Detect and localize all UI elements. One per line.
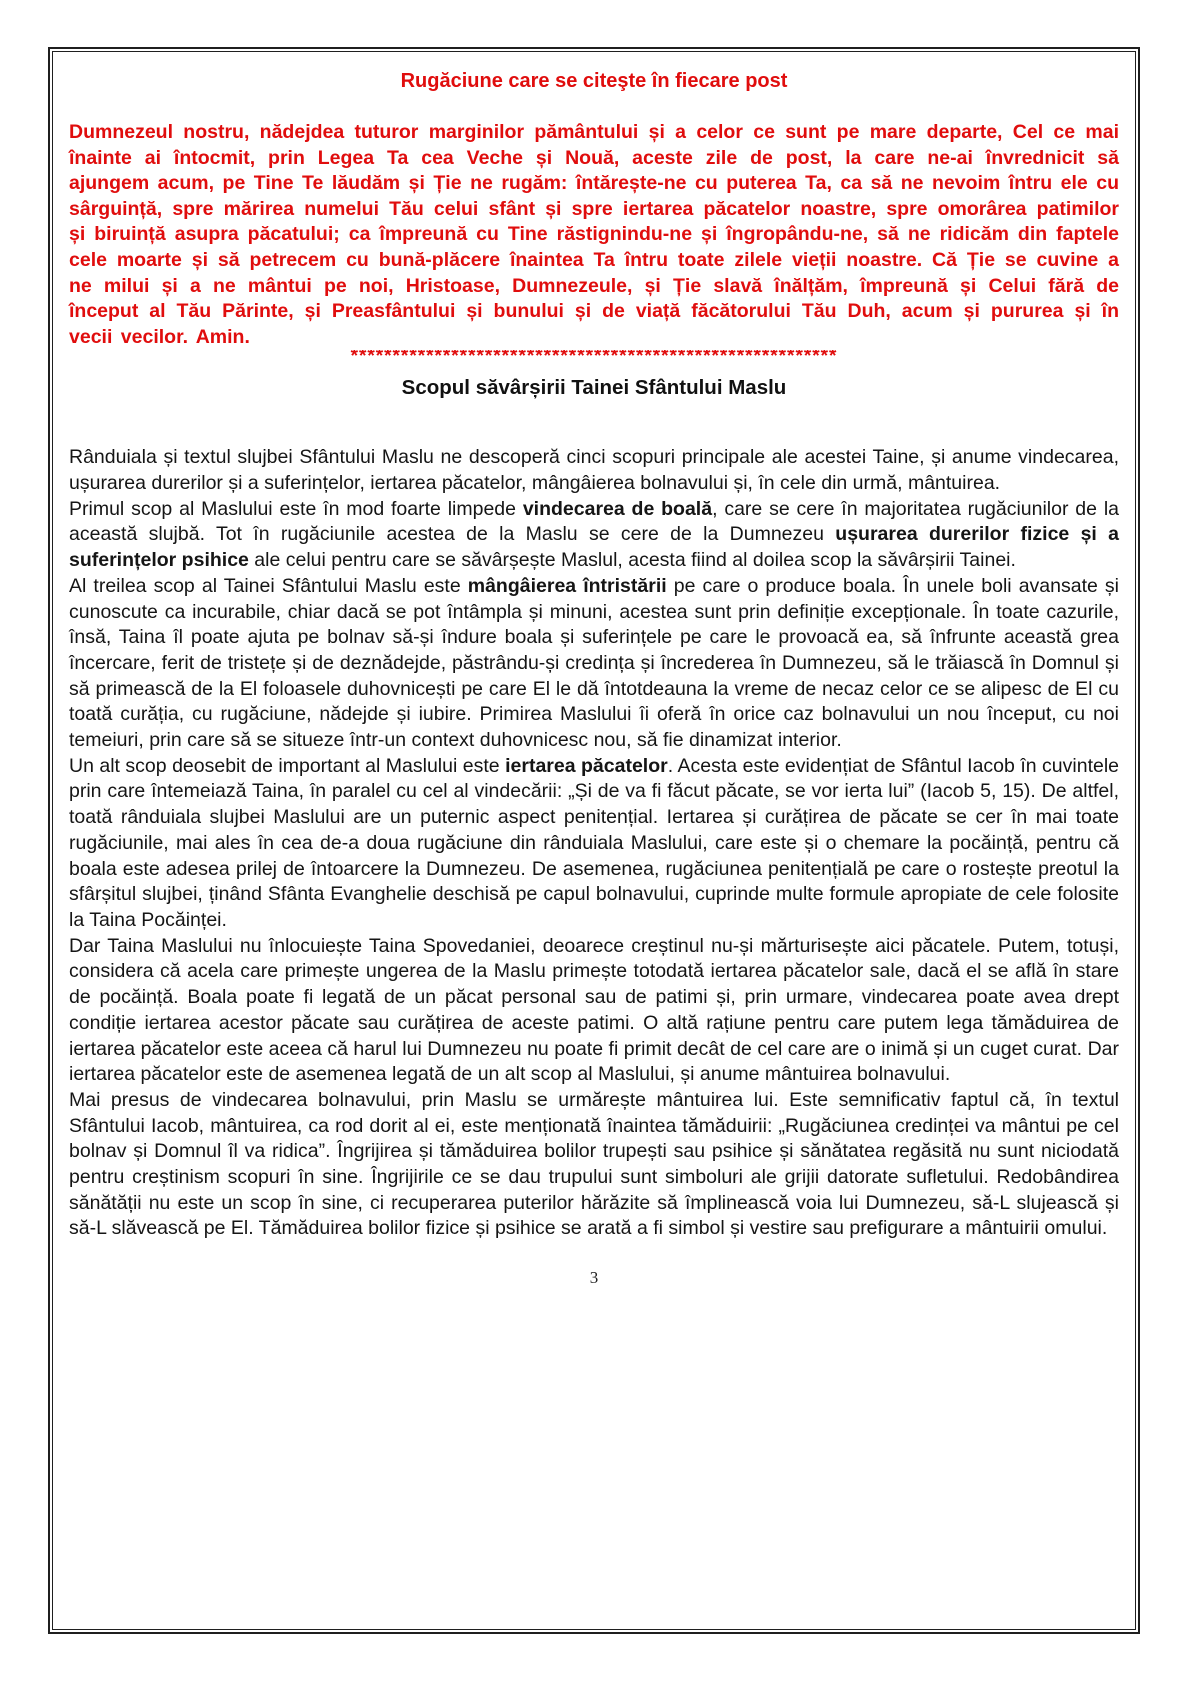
text-segment: Rânduiala și textul slujbei Sfântului Maslu ne descoperă cinci scopuri principale ale acestei Taine, și anume vindecarea, ușurarea durerilor și a suferințelor, iertarea păcatelor, mângâierea bolnavului și, în cele din urmă, mântuirea. bbox=[69, 446, 1119, 495]
text-segment: ale celui pentru care se săvârșește Maslul, acesta fiind al doilea scop la săvârșirii Tainei. bbox=[248, 549, 1016, 572]
text-segment-bold: mângâierea întristării bbox=[467, 574, 667, 597]
paragraph-third-scope bbox=[69, 574, 1119, 754]
text-segment: Al treilea scop al Tainei Sfântului Maslu este bbox=[69, 574, 468, 597]
paragraph-salvation bbox=[69, 1088, 1119, 1242]
text-segment: . Acesta este evidențiat de Sfântul Iacob în cuvintele prin care întemeiază Taina, în paralel cu cel al vindecării: „Și de va fi făcut păcate, se vor ierta lui” (Iacob 5, 15). De altfel, toată rânduiala slujbei Maslului are un puternic aspect penitențial. Iertarea și curățirea de păcate se cer în mai toate rugăciunile, mai ales în cea de-a doua rugăciune din rânduiala Maslului, care este și o chemare la pocăință, pentru că boala este adesea prilej de întoarcere la Dumnezeu. De asemenea, rugăciunea penitențială pe care o rostește preotul la sfârșitul slujbei, ținând Sfânta Evanghelie deschisă pe capul bolnavului, cuprinde multe formule apropiate de cele folosite la Taina Pocăinței. bbox=[69, 754, 1120, 931]
body-text bbox=[69, 445, 1119, 1242]
text-segment: , care se cere în majoritatea rugăciunilor de la această slujbă. Tot în rugăciunile acestea de la Maslu se cere de la Dumnezeu bbox=[69, 497, 1119, 546]
section-heading: Scopul săvârșirii Tainei Sfântului Maslu bbox=[401, 376, 787, 400]
page-border bbox=[48, 47, 1140, 1634]
page-number: 3 bbox=[589, 1268, 599, 1288]
text-segment: Un alt scop deosebit de important al Maslului este bbox=[69, 754, 506, 777]
text-segment: Primul scop al Maslului este în mod foarte limpede bbox=[69, 497, 523, 520]
prayer-paragraph: Dumnezeul nostru, nădejdea tuturor marginilor pământului și a celor ce sunt pe mare departe, Cel ce mai înainte ai întocmit, prin Legea Ta cea Veche și Nouă, aceste zile de post, la care ne-ai învrednicit să ajungem acum, pe Tine Te lăudăm și Ție ne rugăm: întărește-ne cu puterea Ta, ca să ne nevoim întru ele cu sârguință, spre mărirea numelui Tău celui sfânt și spre iertarea păcatelor noastre, spre omorârea patimilor și biruință asupra păcatului; ca împreună cu Tine răstignindu-ne și îngropându-ne, să ne ridicăm din faptele cele moarte și să petrecem cu bună-plăcere înaintea Ta întru toate zilele vieții noastre. Că Ție se cuvine a ne milui și a ne mântui pe noi, Hristoase, Dumnezeule, și Ție slavă înălțăm, împreună și Celui fără de început al Tău Părinte, și Preasfântului și bunului și de viață făcătorului Tău Duh, acum și pururea și în vecii vecilor. Amin. bbox=[69, 121, 1119, 348]
text-segment-bold: ușurarea durerilor fizice și a suferințelor psihice bbox=[69, 523, 1120, 572]
page-title: Rugăciune care se citeşte în fiecare post bbox=[400, 70, 788, 92]
text-segment: Dar Taina Maslului nu înlocuiește Taina Spovedaniei, deoarece creștinul nu-și mărturisește aici păcatele. Putem, totuși, considera că acela care primește ungerea de la Maslu primește totodată iertarea păcatelor sale, dacă el se află în stare de pocăință. Boala poate fi legată de un păcat personal sau de patimi și, prin urmare, vindecarea poate avea drept condiție iertarea acestor păcate sau curățirea de aceste patimi. O altă rațiune pentru care putem lega tămăduirea de iertarea păcatelor este aceea că harul lui Dumnezeu nu poate fi primit decât de cel care are o inimă și un cuget curat. Dar iertarea păcatelor este de asemenea legată de un alt scop al Maslului, și anume mântuirea bolnavului. bbox=[69, 934, 1119, 1086]
text-segment-bold: iertarea păcatelor bbox=[505, 754, 668, 777]
page-border-inner bbox=[52, 51, 1136, 1630]
text-segment: pe care o produce boala. În unele boli avansate și cunoscute ca incurabile, chiar dacă se pot întâmpla și minuni, acestea sunt prin definiție excepționale. În toate cazurile, însă, Taina îl poate ajuta pe bolnav să-și îndure boala și suferințele pe care le provoacă ea, să înfrunte această grea încercare, ferit de tristețe și de deznădejde, păstrându-și credința și încrederea în Dumnezeu, să le trăiască în Domnul și să primească de la El foloasele duhovnicești pe care El le dă întotdeauna la vreme de necaz celor ce se alipesc de El cu toată curăția, cu rugăciune, nădejde și iubire. Primirea Maslului îi oferă în orice caz bolnavului un nou început, cu noi temeiuri, prin care să se situeze într-un context duhovnicesc nou, să fie dinamizat interior. bbox=[69, 574, 1119, 752]
paragraph-forgiveness-scope bbox=[69, 754, 1119, 934]
text-segment-bold: vindecarea de boală bbox=[522, 497, 713, 520]
paragraph-confession bbox=[69, 934, 1119, 1088]
text-segment: Mai presus de vindecarea bolnavului, prin Maslu se urmărește mântuirea lui. Este semnificativ faptul că, în textul Sfântului Iacob, mântuirea, ca rod dorit al ei, este menționată înaintea tămăduirii: „Rugăciunea credinței va mântui pe cel bolnav și Domnul îl va ridica”. Îngrijirea și tămăduirea bolilor trupești sau psihice și sănătatea regăsită nu sunt niciodată pentru creștinism scopuri în sine. Îngrijirile ce se dau trupului sunt simboluri ale grijii datorate sufletului. Redobândirea sănătății nu este un scop în sine, ci recuperarea puterilor hărăzite să împlinească voia lui Dumnezeu, să-L slujească și să-L slăvească pe El. Tămăduirea bolilor fizice și psihice se arată a fi simbol și vestire sau prefigurare a mântuirii omului. bbox=[69, 1088, 1119, 1240]
asterisk-separator: ********************************************************** bbox=[350, 350, 838, 365]
paragraph-intro bbox=[69, 445, 1119, 496]
paragraph-first-scope bbox=[69, 497, 1119, 574]
